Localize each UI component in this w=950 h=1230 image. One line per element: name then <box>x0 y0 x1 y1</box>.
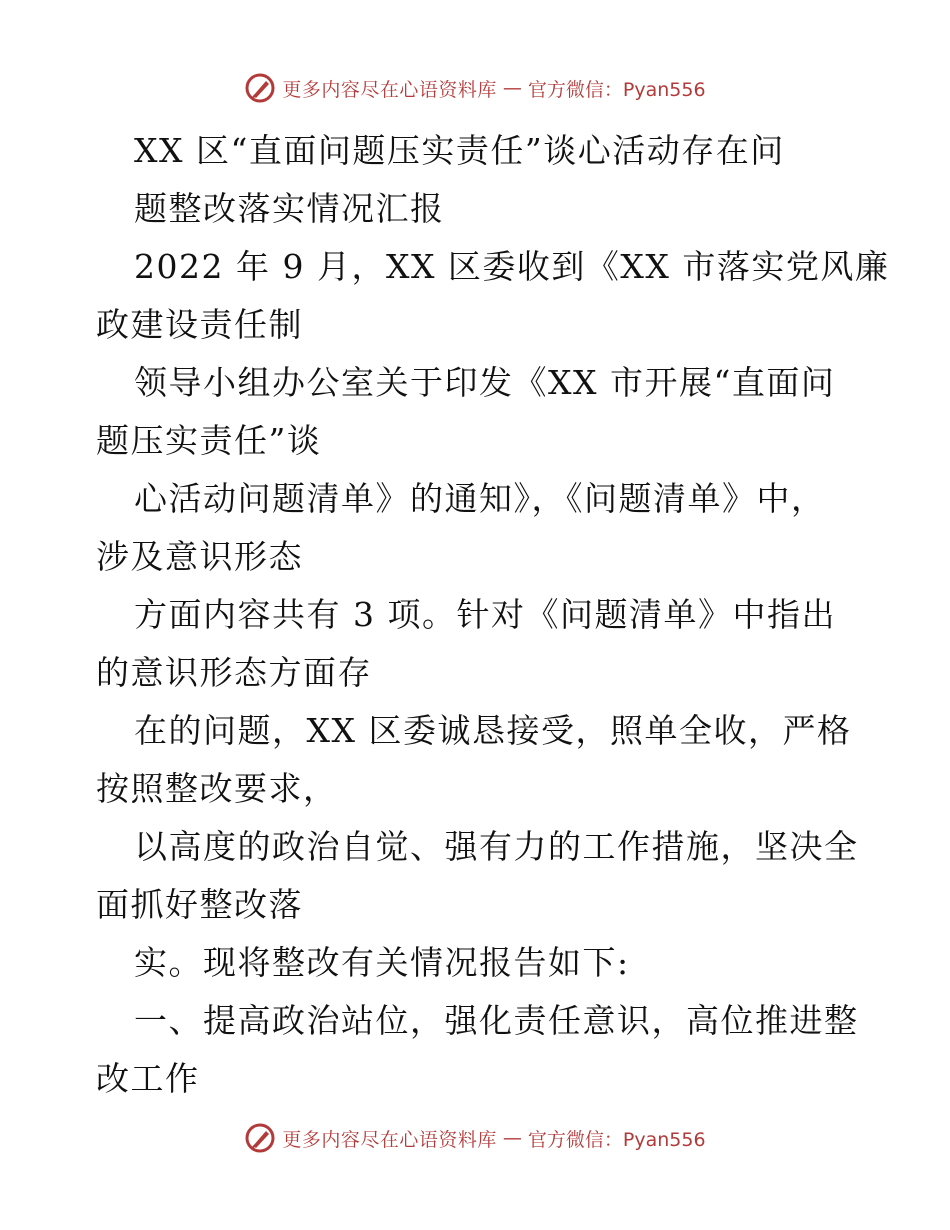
watermark-text: 更多内容尽在心语资料库 <box>282 1128 497 1151</box>
paragraph-line: 方面内容共有 3 项。针对《问题清单》中指出 <box>134 595 836 634</box>
paragraph-line: 按照整改要求， <box>96 769 338 808</box>
paragraph-line: 政建设责任制 <box>96 305 303 344</box>
paragraph-line: 面抓好整改落 <box>96 885 303 924</box>
watermark-wechat: 官方微信：Pyan556 <box>527 1128 706 1151</box>
watermark-header <box>0 72 950 104</box>
paragraph-line: 在的问题，XX 区委诚恳接受，照单全收，严格 <box>134 711 852 750</box>
paragraph-line: 领导小组办公室关于印发《XX 市开展“直面问 <box>134 363 836 402</box>
paragraph-line: 以高度的政治自觉、强有力的工作措施，坚决全 <box>134 827 859 866</box>
paragraph-line: 2022 年 9 月，XX 区委收到《XX 市落实党风廉 <box>134 247 890 286</box>
title-line-1: XX 区“直面问题压实责任”谈心活动存在问 <box>134 131 785 170</box>
paragraph-line: 实。现将整改有关情况报告如下: <box>134 943 630 982</box>
quill-pen-logo-icon <box>244 72 276 104</box>
watermark-footer <box>0 1122 950 1154</box>
section-heading-line: 改工作 <box>96 1059 200 1098</box>
paragraph-line: 题压实责任”谈 <box>96 421 322 460</box>
section-heading-line: 一、提高政治站位，强化责任意识，高位推进整 <box>134 1001 859 1040</box>
document-body <box>96 122 890 1108</box>
paragraph-line: 涉及意识形态 <box>96 537 303 576</box>
paragraph-line: 心活动问题清单》的通知》，《问题清单》中， <box>134 479 826 518</box>
watermark-wechat: 官方微信：Pyan556 <box>527 78 706 101</box>
title-line-2: 题整改落实情况汇报 <box>134 189 445 228</box>
watermark-separator: — <box>502 1127 522 1149</box>
watermark-separator: — <box>502 77 522 99</box>
watermark-text: 更多内容尽在心语资料库 <box>282 78 497 101</box>
paragraph-line: 的意识形态方面存 <box>96 653 372 692</box>
quill-pen-logo-icon <box>244 1122 276 1154</box>
